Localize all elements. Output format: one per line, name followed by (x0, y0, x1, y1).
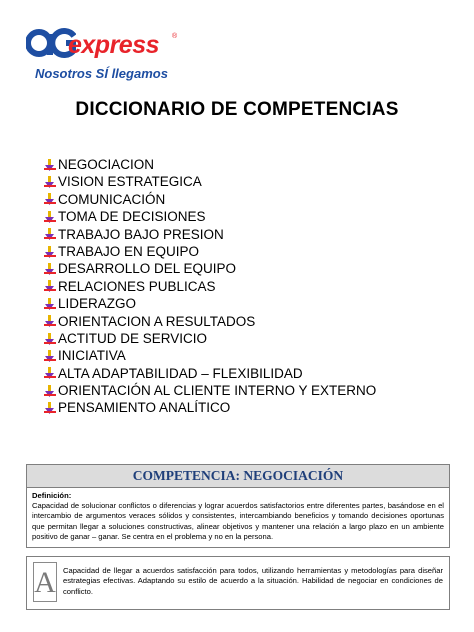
competency-item (44, 156, 376, 173)
competency-item (44, 330, 376, 347)
definition-text: Capacidad de solucionar conflictos o diferencias y lograr acuerdos satisfactorios entre diferentes partes, basándose en el intercambio de argumentos veraces sólidos y consistentes, intercambiando beneficios y tomando decisiones oportunas que permitan llegar a soluciones constructivas, alinear objetivos y mantener una relación a largo plazo en un ambiente positivo de ganar – ganar. Se centra en el problema y no en la persona. (32, 501, 444, 541)
level-description: Capacidad de llegar a acuerdos satisfacción para todos, utilizando herramientas y metodologías para diseñar estrategias efectivas. Adaptando su estilo de acuerdo a la situación. Habilidad de negociar en condiciones de conflicto. (63, 566, 443, 596)
competency-item (44, 226, 376, 243)
level-letter: A (33, 562, 57, 602)
competency-item (44, 243, 376, 260)
tagline: Nosotros SÍ llegamos (35, 66, 168, 81)
competency-label: ORIENTACION A RESULTADOS (58, 313, 256, 329)
arrow-bullet-icon (44, 245, 56, 259)
definition-box (26, 488, 450, 548)
competency-item (44, 208, 376, 225)
arrow-bullet-icon (44, 279, 56, 293)
competency-label: VISION ESTRATEGICA (58, 174, 202, 190)
arrow-bullet-icon (44, 192, 56, 206)
registered-mark: ® (172, 33, 178, 40)
competency-item (44, 399, 376, 416)
arrow-bullet-icon (44, 175, 56, 189)
arrow-bullet-icon (44, 262, 56, 276)
definition-label: Definición: (32, 491, 72, 500)
competency-item (44, 173, 376, 190)
arrow-bullet-icon (44, 332, 56, 346)
competency-label: ALTA ADAPTABILIDAD – FLEXIBILIDAD (58, 365, 303, 381)
arrow-bullet-icon (44, 210, 56, 224)
competency-label: TRABAJO EN EQUIPO (58, 243, 200, 259)
competency-label: LIDERAZGO (58, 296, 137, 312)
competency-item (44, 365, 376, 382)
competency-item (44, 260, 376, 277)
competency-label: ORIENTACIÓN AL CLIENTE INTERNO Y EXTERNO (58, 383, 377, 399)
competency-label: NEGOCIACION (58, 157, 155, 172)
competency-item (44, 278, 376, 295)
competency-item (44, 295, 376, 312)
arrow-bullet-icon (44, 314, 56, 328)
arrow-bullet-icon (44, 366, 56, 380)
competency-item (44, 313, 376, 330)
competency-list (44, 156, 376, 417)
page-title: DICCIONARIO DE COMPETENCIAS (75, 99, 399, 120)
competency-label: TOMA DE DECISIONES (58, 209, 206, 225)
competency-item (44, 347, 376, 364)
arrow-bullet-icon (44, 227, 56, 241)
competency-item (44, 191, 376, 208)
competency-item (44, 382, 376, 399)
competency-header: COMPETENCIA: NEGOCIACIÓN (26, 464, 450, 488)
competency-label: DESARROLLO DEL EQUIPO (58, 261, 237, 277)
arrow-bullet-icon (44, 297, 56, 311)
competency-label: COMUNICACIÓN (58, 191, 166, 207)
arrow-bullet-icon (44, 349, 56, 363)
competency-label: TRABAJO BAJO PRESION (58, 226, 224, 242)
competency-label: RELACIONES PUBLICAS (58, 278, 216, 294)
logo-wordmark: express (68, 31, 160, 59)
arrow-bullet-icon (44, 158, 56, 172)
arrow-bullet-icon (44, 401, 56, 415)
competency-label: PENSAMIENTO ANALÍTICO (58, 400, 231, 416)
level-box (26, 556, 450, 610)
competency-label: INICIATIVA (58, 348, 126, 364)
competency-label: ACTITUD DE SERVICIO (58, 330, 208, 346)
arrow-bullet-icon (44, 384, 56, 398)
